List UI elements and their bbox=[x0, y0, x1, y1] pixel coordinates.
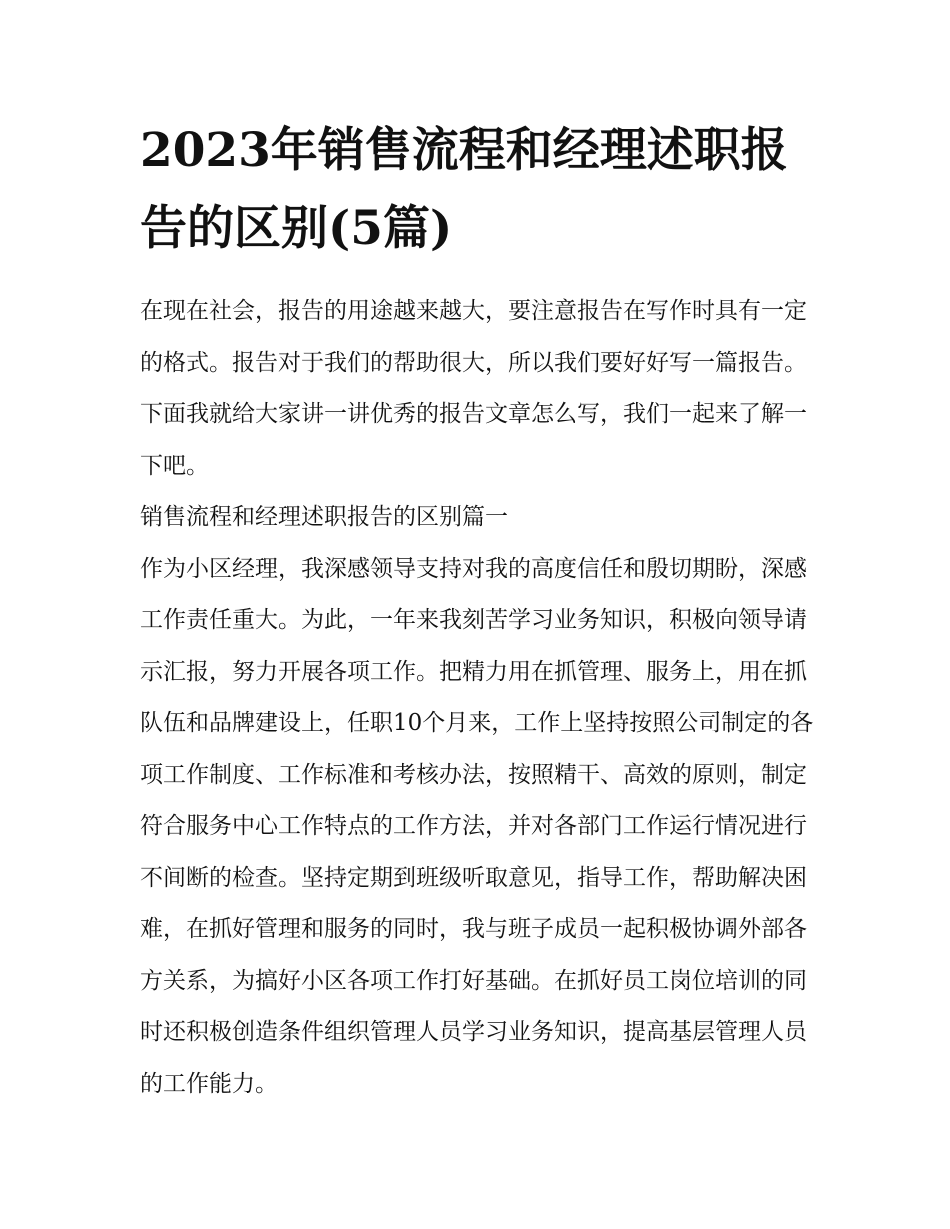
section-heading: 销售流程和经理述职报告的区别篇一 bbox=[140, 504, 508, 530]
intro-paragraph: 在现在社会，报告的用途越来越大，要注意报告在写作时具有一定的格式。报告对于我们的帮助很大，所以我们要好好写一篇报告。下面我就给大家讲一讲优秀的报告文章怎么写，我们一起来了解一下吧。 bbox=[140, 298, 807, 479]
document-body bbox=[140, 286, 820, 1110]
document-title: 2023年销售流程和经理述职报告的区别(5篇) bbox=[140, 123, 788, 256]
document-page bbox=[140, 112, 820, 1110]
section-paragraph: 作为小区经理，我深感领导支持对我的高度信任和殷切期盼，深感工作责任重大。为此，一年来我刻苦学习业务知识，积极向领导请示汇报，努力开展各项工作。把精力用在抓管理、服务上，用在抓队伍和品牌建设上，任职10个月来，工作上坚持按照公司制定的各项工作制度、工作标准和考核办法，按照精干、高效的原则，制定符合服务中心工作特点的工作方法，并对各部门工作运行情况进行不间断的检查。坚持定期到班级听取意见，指导工作，帮助解决困难，在抓好管理和服务的同时，我与班子成员一起积极协调外部各方关系，为搞好小区各项工作打好基础。在抓好员工岗位培训的同时还积极创造条件组织管理人员学习业务知识，提高基层管理人员的工作能力。 bbox=[140, 555, 814, 1097]
